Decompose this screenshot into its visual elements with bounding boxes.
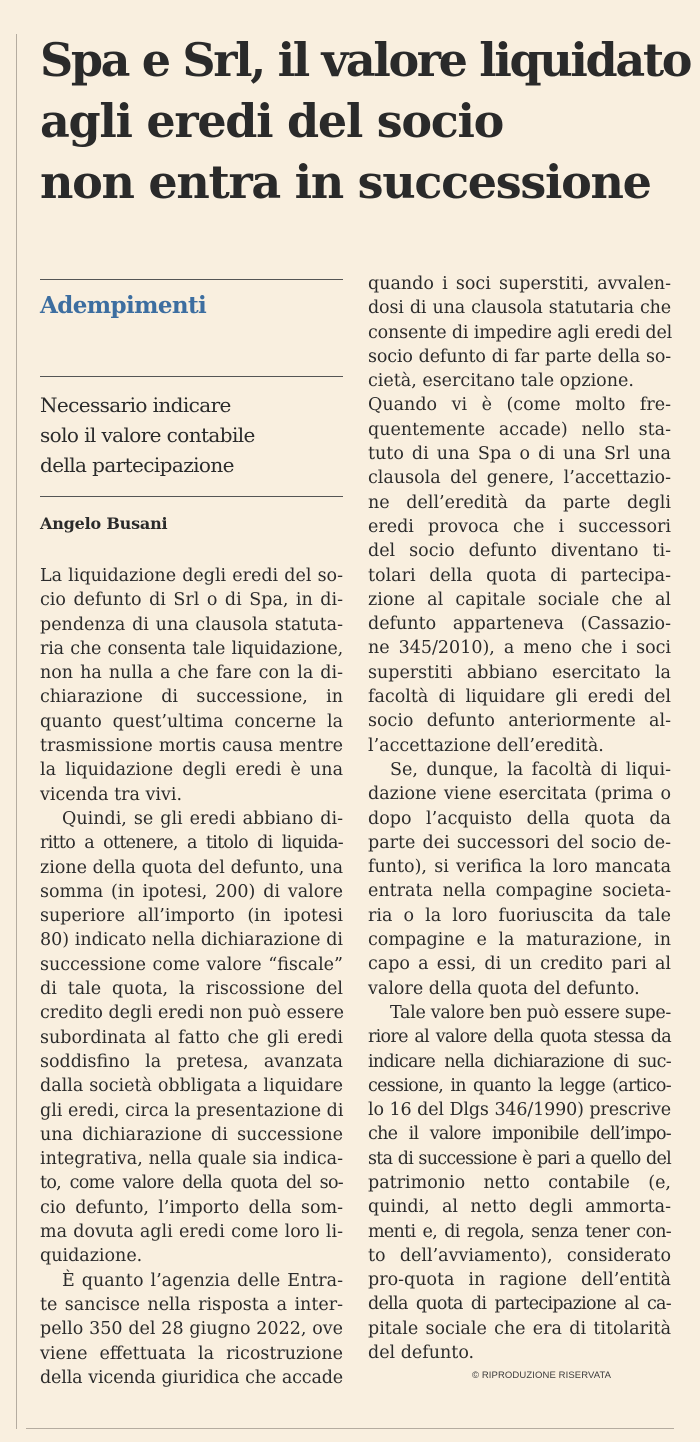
bottom-rule — [26, 1428, 674, 1429]
author-byline: Angelo Busani — [40, 514, 168, 533]
body-line: dosi di una clausola statutaria che — [368, 298, 671, 319]
body-line: credito degli eredi non può essere — [40, 1003, 345, 1024]
body-line: integrativa, nella quale sia indica- — [40, 1149, 343, 1170]
body-line: valore della quota del defunto. — [368, 978, 640, 999]
body-line: somma (in ipotesi, 200) di valore — [40, 881, 343, 902]
body-line: socio defunto anteriormente al- — [368, 711, 671, 732]
subtitle-line: Necessario indicare — [40, 393, 231, 417]
body-line: cio defunto, l’importo della som- — [40, 1197, 343, 1218]
body-line: ne dell’eredità da parte degli — [368, 492, 671, 513]
body-line: soddisfino la pretesa, avanzata — [40, 1051, 343, 1072]
body-line: socio defunto di far parte della so- — [368, 346, 671, 367]
body-line: 80) indicato nella dichiarazione di — [40, 930, 343, 951]
body-line: ne 345/2010), a meno che i soci — [368, 638, 671, 659]
body-line: gli eredi, circa la presentazione di — [40, 1100, 344, 1121]
body-line: zione al capitale sociale che al — [368, 589, 671, 610]
body-line: ma dovuta agli eredi come loro li- — [40, 1222, 343, 1243]
subtitle — [40, 390, 340, 480]
section-label: Adempimenti — [40, 292, 207, 319]
body-line: cio defunto di Srl o di Spa, in di- — [40, 590, 343, 611]
body-line: Tale valore ben può essere supe- — [390, 1002, 672, 1023]
body-line: pitale sociale che era di titolarità — [368, 1318, 671, 1339]
headline-line: Spa e Srl, il valore liquidato — [40, 33, 691, 87]
body-line: pro-quota in ragione dell’entità — [368, 1270, 671, 1291]
body-line: cessione, in quanto la legge (artico- — [368, 1075, 671, 1096]
body-line: funto), si verifica la loro mancata — [368, 857, 671, 878]
body-line: dazione viene esercitata (prima o — [368, 784, 671, 805]
body-line: subordinata al fatto che gli eredi — [40, 1027, 343, 1048]
body-line: quentemente accade) nello sta- — [368, 419, 671, 440]
body-line: di tale quota, la riscossione del — [40, 979, 343, 1000]
body-line: tolari della quota di partecipa- — [368, 565, 671, 586]
body-line: pendenza di una clausola statuta- — [40, 614, 343, 635]
body-line: indicare nella dichiarazione di suc- — [368, 1051, 671, 1072]
body-line: clausola del genere, l’accettazio- — [368, 468, 671, 489]
body-line: Se, dunque, la facoltà di liqui- — [390, 759, 671, 780]
body-line: che il valore imponibile dell’impo- — [368, 1124, 671, 1145]
body-line: quidazione. — [40, 1246, 143, 1267]
subtitle-rule — [40, 496, 343, 497]
body-line: La liquidazione degli eredi del so- — [40, 566, 343, 586]
body-line: vicenda tra vivi. — [40, 784, 183, 805]
body-line: della vicenda giuridica che accade — [40, 1367, 343, 1388]
body-line: quanto quest’ultima concerne la — [40, 711, 343, 732]
body-line: È quanto l’agenzia delle Entra- — [62, 1270, 343, 1291]
body-line: compagine e la maturazione, in — [368, 930, 671, 951]
body-line: ria o la loro fuoriuscita da tale — [368, 905, 671, 926]
headline — [40, 30, 690, 213]
body-line: superstiti abbiano esercitato la — [368, 662, 671, 683]
body-line: entrata nella compagine societa- — [368, 881, 671, 902]
body-line: facoltà di liquidare gli eredi del — [368, 687, 671, 708]
body-line: superiore all’importo (in ipotesi — [40, 906, 343, 927]
body-line: pello 350 del 28 giugno 2022, ove — [40, 1319, 343, 1340]
body-line: to dell’avviamento), considerato — [368, 1245, 671, 1266]
body-line: menti e, di regola, senza tener con- — [368, 1221, 671, 1242]
body-line: viene effettuata la ricostruzione — [40, 1343, 343, 1364]
body-line: dopo l’acquisto della quota da — [368, 808, 671, 829]
body-line: zione della quota del defunto, una — [40, 857, 343, 878]
body-line: te sancisce nella risposta a inter- — [40, 1294, 343, 1315]
body-line: successione come valore “fiscale” — [40, 954, 343, 975]
body-line: tuto di una Spa o di una Srl una — [368, 444, 671, 465]
body-line: l’accettazione dell’eredità. — [368, 735, 604, 756]
body-column-left — [40, 564, 343, 1390]
section-rule-top — [40, 279, 343, 280]
body-column-right — [368, 272, 671, 1365]
section-rule-bottom — [40, 376, 343, 377]
body-line: to, come valore della quota del so- — [40, 1173, 343, 1194]
body-line: lo 16 del Dlgs 346/1990) prescrive — [368, 1100, 671, 1121]
copyright-notice: © RIPRODUZIONE RISERVATA — [472, 1370, 612, 1381]
body-line: chiarazione di successione, in — [40, 687, 343, 708]
body-line: della quota di partecipazione al ca- — [368, 1294, 671, 1315]
left-vertical-rule — [16, 34, 17, 1429]
body-line: Quindi, se gli eredi abbiano di- — [62, 808, 343, 829]
body-line: ria che consenta tale liquidazione, — [40, 638, 343, 659]
headline-line: agli eredi del socio — [40, 94, 504, 148]
body-line: Quando vi è (come molto fre- — [368, 395, 671, 416]
body-line: parte dei successori del socio de- — [368, 832, 671, 853]
body-line: defunto apparteneva (Cassazio- — [368, 614, 671, 635]
body-line: quando i soci superstiti, avvalen- — [368, 274, 671, 294]
body-line: capo a essi, di un credito pari al — [368, 954, 671, 975]
body-line: quindi, al netto degli ammorta- — [368, 1197, 671, 1218]
body-line: del socio defunto diventano ti- — [368, 541, 671, 562]
body-line: trasmissione mortis causa mentre — [40, 736, 343, 757]
body-line: la liquidazione degli eredi è una — [40, 760, 343, 781]
subtitle-line: solo il valore contabile — [40, 423, 255, 447]
body-line: del defunto. — [368, 1343, 475, 1364]
headline-line: non entra in successione — [40, 155, 651, 209]
body-line: ritto a ottenere, a titolo di liquida- — [40, 833, 343, 854]
subtitle-line: della partecipazione — [40, 453, 234, 477]
body-line: consente di impedire agli eredi del — [368, 322, 673, 343]
body-line: una dichiarazione di successione — [40, 1124, 343, 1145]
body-line: cietà, esercitano tale opzione. — [368, 371, 634, 392]
body-line: riore al valore della quota stessa da — [368, 1027, 671, 1048]
body-line: sta di successione è pari a quello del — [368, 1148, 671, 1169]
body-line: patrimonio netto contabile (e, — [368, 1172, 671, 1193]
body-line: non ha nulla a che fare con la di- — [40, 663, 343, 684]
body-line: eredi provoca che i successori — [368, 516, 671, 537]
body-line: dalla società obbligata a liquidare — [40, 1076, 343, 1097]
